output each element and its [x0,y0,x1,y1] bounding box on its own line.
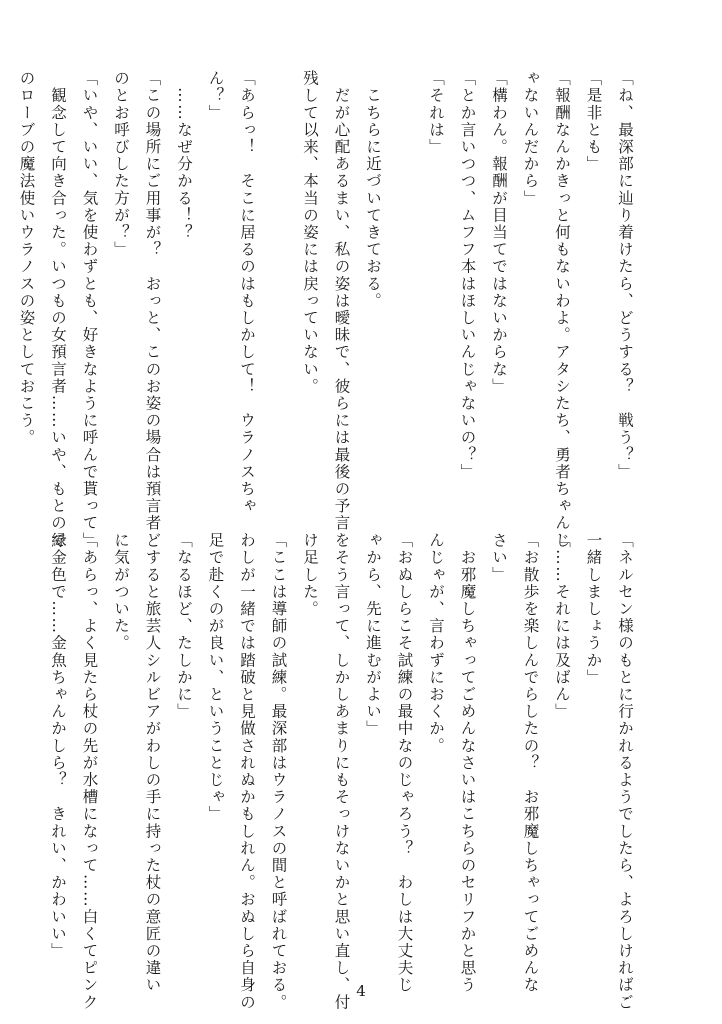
text-line: 「……それには及ばん」 [553,532,571,721]
text-line: 「いや、いい、気を使わずとも、好きなように呼んで貰って」 [80,70,99,549]
blank-line [262,70,294,500]
text-line: 「ね、最深部に辿り着けたら、どうする？ 戦う？」 [616,70,634,481]
text-line: 「お散歩を楽しんでらしたの？ お邪魔しちゃってごめんな [521,532,540,994]
text-line: 「あらっ、よく見たら杖の先が水槽になって……白くてピンク [80,532,99,1011]
text-line: さい」 [490,532,508,584]
text-line: んじゃが、言わずにおくか。 [427,532,445,755]
text-line: 「ネルセン様のもとに行かれるようでしたら、よろしければご [616,532,634,1011]
text-line: わしが一緒では踏破と見做されぬかもしれん。おぬしら自身の [238,532,256,1011]
text-line: 観念して向き合った。いつもの女預言者……いや、もとの緑 [49,70,67,549]
text-line: 足で赴くのが良い、ということじゃ」 [206,532,225,823]
text-line: 「あらっ！ そこに居るのはもしかして！ ウラノスちゃ [238,70,256,515]
text-line: こちらに近づいてきておる。 [364,70,382,310]
text-line: 「構わん。報酬が目当てではないからな」 [490,70,508,395]
text-line: で金色で……金魚ちゃんかしら？ きれい、かわいい」 [49,532,67,960]
text-line: ゃないんだから」 [521,70,540,207]
text-line: 「おぬしらこそ試練の最中なのじゃろう？ わしは大丈夫じ [395,532,414,994]
text-line: ……なぜ分かる！？ [175,70,193,241]
page-number: 4 [356,982,366,1000]
text-line: のとお呼びした方が？」 [112,70,130,259]
text-line: 「なるほど、たしかに」 [175,532,193,721]
top-text-block [17,70,640,549]
text-line: 一緒しましょうか」 [584,532,603,686]
text-line: 「報酬なんかきっと何もないわよ。アタシたち、勇者ちゃんじ [553,70,571,549]
text-line: ゃから、先に進むがよい」 [364,532,382,738]
text-line: ん？」 [206,70,225,122]
text-line: 「とか言いつつ、ムフフ本はほしいんじゃないの？」 [458,70,477,481]
text-line: 「それは」 [427,70,445,156]
bottom-text-block [49,532,640,1011]
text-line: 「是非とも」 [584,70,603,173]
blank-line [388,70,420,500]
text-line: のローブの魔法使いウラノスの姿としておこう。 [17,70,36,447]
text-line: 「この場所にご用事が？ おっと、このお姿の場合は預言者ど [143,70,162,549]
text-line: お邪魔しちゃってごめんなさいはこちらのセリフかと思う [458,532,477,994]
text-line: そう言って、しかしあまりにもそっけないかと思い直し、付 [332,532,351,1011]
text-line: だが心配あるまい、私の姿は曖昧で、彼らには最後の予言を [332,70,351,549]
text-line: け足した。 [301,532,319,618]
text-line: に気がついた。 [112,532,130,652]
text-line: 「ここは導師の試練。最深部はウラノスの間と呼ばれておる。 [269,532,288,1011]
text-line: 残して以来、本当の姿には戻っていない。 [301,70,319,395]
text-line: すると旅芸人シルビアがわしの手に持った杖の意匠の違い [143,532,162,994]
